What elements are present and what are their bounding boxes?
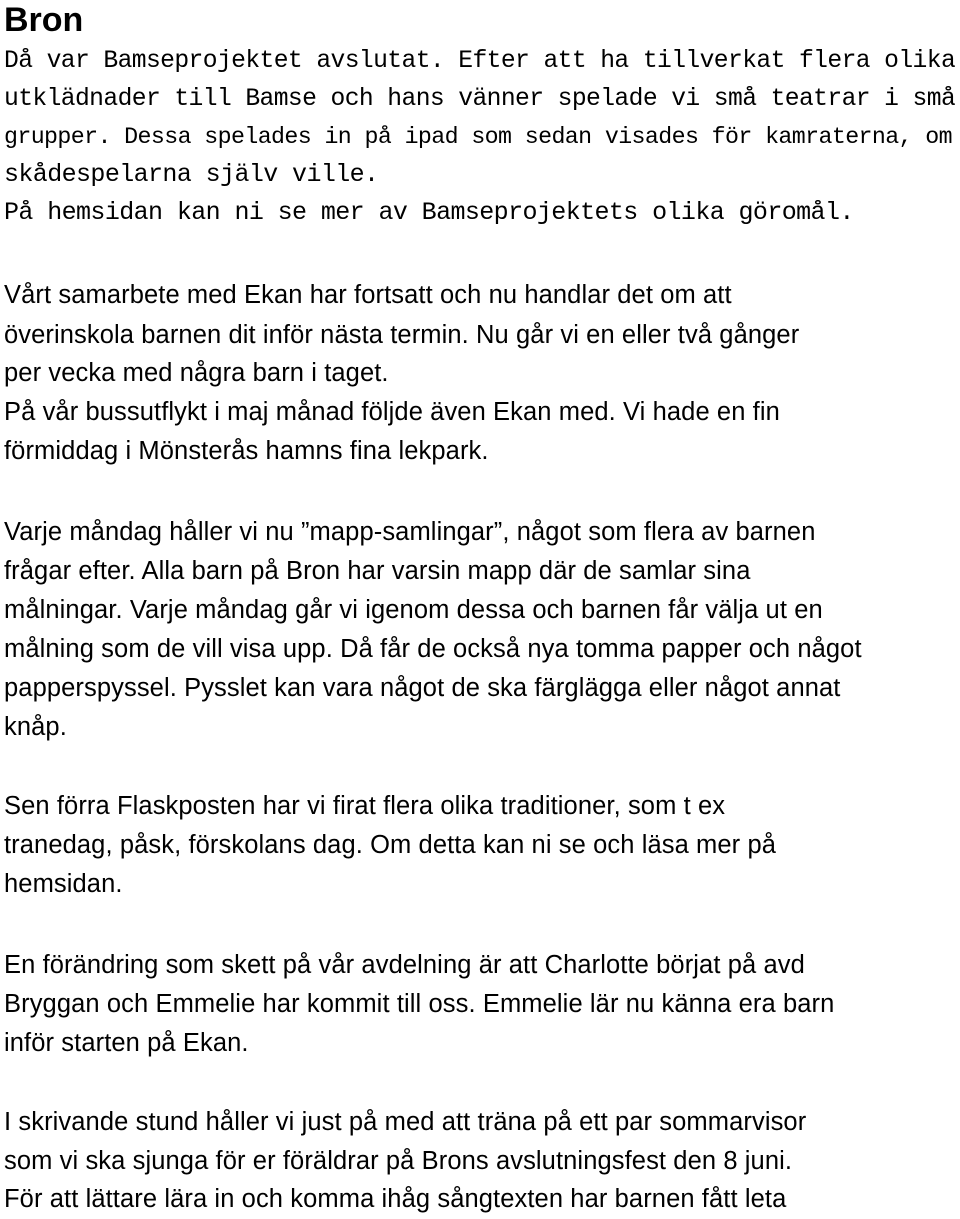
text-line: På vår bussutflykt i maj månad följde även Ekan med. Vi hade en fin xyxy=(4,398,780,426)
text-line: Då var Bamseprojektet avslutat. Efter att ha tillverkat flera olika xyxy=(4,47,956,75)
text-line: papperspyssel. Pysslet kan vara något de ska färglägga eller något annat xyxy=(4,674,841,702)
text-line: Bryggan och Emmelie har kommit till oss. Emmelie lär nu känna era barn xyxy=(4,990,835,1018)
text-line: tranedag, påsk, förskolans dag. Om detta kan ni se och läsa mer på xyxy=(4,831,777,859)
text-line: För att lättare lära in och komma ihåg sångtexten har barnen fått leta xyxy=(4,1185,787,1213)
text-line: utklädnader till Bamse och hans vänner spelade vi små teatrar i små xyxy=(4,85,956,113)
text-line: En förändring som skett på vår avdelning är att Charlotte börjat på avd xyxy=(4,951,805,979)
text-line: knåp. xyxy=(4,713,67,741)
text-line: frågar efter. Alla barn på Bron har varsin mapp där de samlar sina xyxy=(4,557,751,585)
text-line: hemsidan. xyxy=(4,870,123,898)
text-line: Varje måndag håller vi nu ”mapp-samlingar”, något som flera av barnen xyxy=(4,518,816,546)
text-line: målning som de vill visa upp. Då får de också nya tomma papper och något xyxy=(4,635,862,663)
text-line: På hemsidan kan ni se mer av Bamseprojektets olika göromål. xyxy=(4,198,854,227)
text-line: skådespelarna själv ville. xyxy=(4,160,379,189)
text-line: Vårt samarbete med Ekan har fortsatt och nu handlar det om att xyxy=(4,281,732,309)
text-line: inför starten på Ekan. xyxy=(4,1029,249,1057)
page-title: Bron xyxy=(4,1,84,39)
text-line: I skrivande stund håller vi just på med att träna på ett par sommarvisor xyxy=(4,1108,807,1136)
text-line: per vecka med några barn i taget. xyxy=(4,359,389,387)
text-line: målningar. Varje måndag går vi igenom dessa och barnen får välja ut en xyxy=(4,596,823,624)
text-line: Sen förra Flaskposten har vi firat flera olika traditioner, som t ex xyxy=(4,792,726,820)
text-line: förmiddag i Mönsterås hamns fina lekpark. xyxy=(4,437,489,465)
text-line: som vi ska sjunga för er föräldrar på Brons avslutningsfest den 8 juni. xyxy=(4,1147,793,1175)
text-line: grupper. Dessa spelades in på ipad som sedan visades för kamraterna, om xyxy=(4,124,953,150)
text-line: överinskola barnen dit inför nästa termin. Nu går vi en eller två gånger xyxy=(4,321,800,349)
